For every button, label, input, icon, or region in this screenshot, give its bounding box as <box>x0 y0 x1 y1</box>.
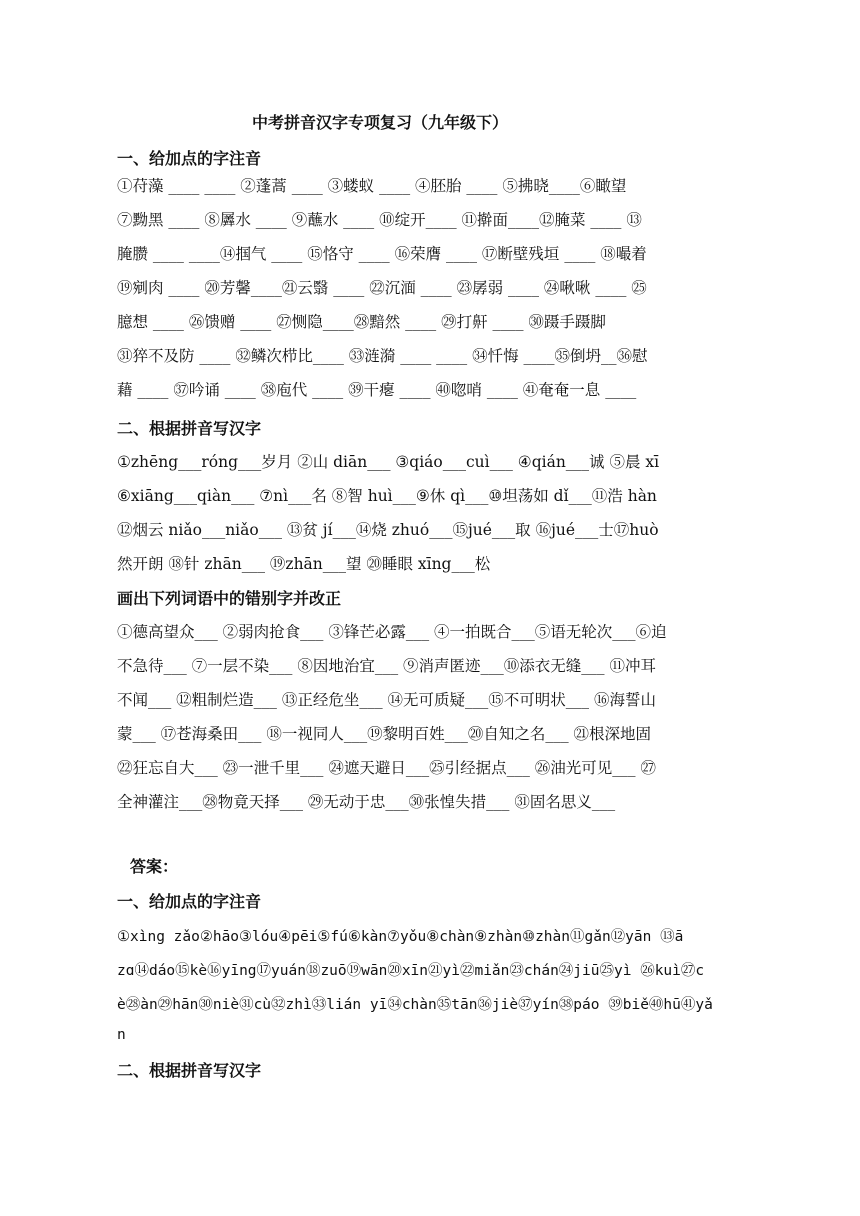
answers-section1-heading: 一、给加点的字注音 <box>117 892 262 911</box>
section1-line: 腌臜 ____ ____⑭掴气 ____ ⑮恪守 ____ ⑯荣膺 ____ ⑰断壁残垣 ____ ⑱嘬着 <box>117 245 647 263</box>
section1-heading: 一、给加点的字注音 <box>117 149 262 168</box>
answers-section2-heading: 二、根据拼音写汉字 <box>117 1061 262 1080</box>
section2-heading: 二、根据拼音写汉字 <box>117 419 262 438</box>
answer-line: è㉘àn㉙hān㉚niè㉛cù㉜zhì㉝lián yī㉞chàn㉟tān㊱jiè㊲yín㊳páo ㊴biě㊵hū㊶yǎ <box>117 997 713 1013</box>
section2-line: ⑥xiāng___qiàn___ ⑦nì___名 ⑧智 huì___⑨休 qì___⑩坦荡如 dǐ___⑪浩 hàn <box>117 487 657 505</box>
section2-line: ①zhēng___róng___岁月 ②山 diān___ ③qiáo___cuì___ ④qián___诚 ⑤晨 xī <box>117 453 660 471</box>
section1-line: ①苻藻 ____ ____ ②蓬蒿 ____ ③蝼蚁 ____ ④胚胎 ____ ⑤拂晓____⑥瞰望 <box>117 177 627 195</box>
page-title: 中考拼音汉字专项复习（九年级下） <box>251 113 508 132</box>
section2-line: 然开朗 ⑱针 zhān___ ⑲zhān___望 ⑳睡眼 xīng___松 <box>117 555 491 573</box>
answer-line: zɑ⑭dáo⑮kè⑯yīng⑰yuán⑱zuō⑲wān⑳xīn㉑yì㉒miǎn㉓chán㉔jiū㉕yì ㉖kuì㉗c <box>117 963 705 979</box>
answer-line: ①xìng zǎo②hāo③lóu④pēi⑤fú⑥kàn⑦yǒu⑧chàn⑨zhàn⑩zhàn⑪gǎn⑫yān ⑬ā <box>117 929 684 945</box>
section1-line: 藉 ____ ㊲吟诵 ____ ㊳庖代 ____ ㊴干瘪 ____ ㊵唿哨 ____ ㊶奄奄一息 ____ <box>117 381 637 399</box>
section3-line: 蒙___ ⑰苍海桑田___ ⑱一视同人___⑲黎明百姓___⑳自知之名___ ㉑根深地固 <box>117 725 652 743</box>
section2-line: ⑫烟云 niǎo___niǎo___ ⑬贫 jí___⑭烧 zhuó___⑮jué___取 ⑯jué___士⑰huò <box>117 521 659 539</box>
answers-label: 答案： <box>130 857 179 876</box>
section3-line: ㉒狂忘自大___ ㉓一泄千里___ ㉔遮天避日___㉕引经据点___ ㉖油光可见___ ㉗ <box>117 759 656 777</box>
section3-line: 全神灌注___㉘物竟天择___ ㉙无动于忠___㉚张惶失措___ ㉛固名思义___ <box>117 793 616 811</box>
section3-heading: 画出下列词语中的错别字并改正 <box>117 589 342 608</box>
section1-line: ⑲剜肉 ____ ⑳芳馨____㉑云翳 ____ ㉒沉湎 ____ ㉓孱弱 ____ ㉔啾啾 ____ ㉕ <box>117 279 647 297</box>
section3-line: 不闻___ ⑫粗制烂造___ ⑬正经危坐___ ⑭无可质疑___⑮不可明状___ ⑯海誓山 <box>117 691 656 709</box>
section1-line: ⑦黝黑 ____ ⑧羼水 ____ ⑨蘸水 ____ ⑩绽开____ ⑪擀面____⑫腌菜 ____ ⑬ <box>117 211 642 229</box>
section1-line: ㉛猝不及防 ____ ㉜鳞次栉比____ ㉝涟漪 ____ ____ ㉞忏悔 ____㉟倒坍__㊱慰 <box>117 347 648 365</box>
section3-line: 不急待___ ⑦一层不染___ ⑧因地治宜___ ⑨消声匿迹___⑩添衣无缝___ ⑪冲耳 <box>117 657 656 675</box>
answer-line: n <box>117 1027 126 1043</box>
section1-line: 臆想 ____ ㉖馈赠 ____ ㉗恻隐____㉘黯然 ____ ㉙打鼾 ____ ㉚蹑手蹑脚 <box>117 313 606 331</box>
section3-line: ①德高望众___ ②弱肉抢食___ ③锋芒必露___ ④一拍既合___⑤语无轮次___⑥迫 <box>117 623 667 641</box>
